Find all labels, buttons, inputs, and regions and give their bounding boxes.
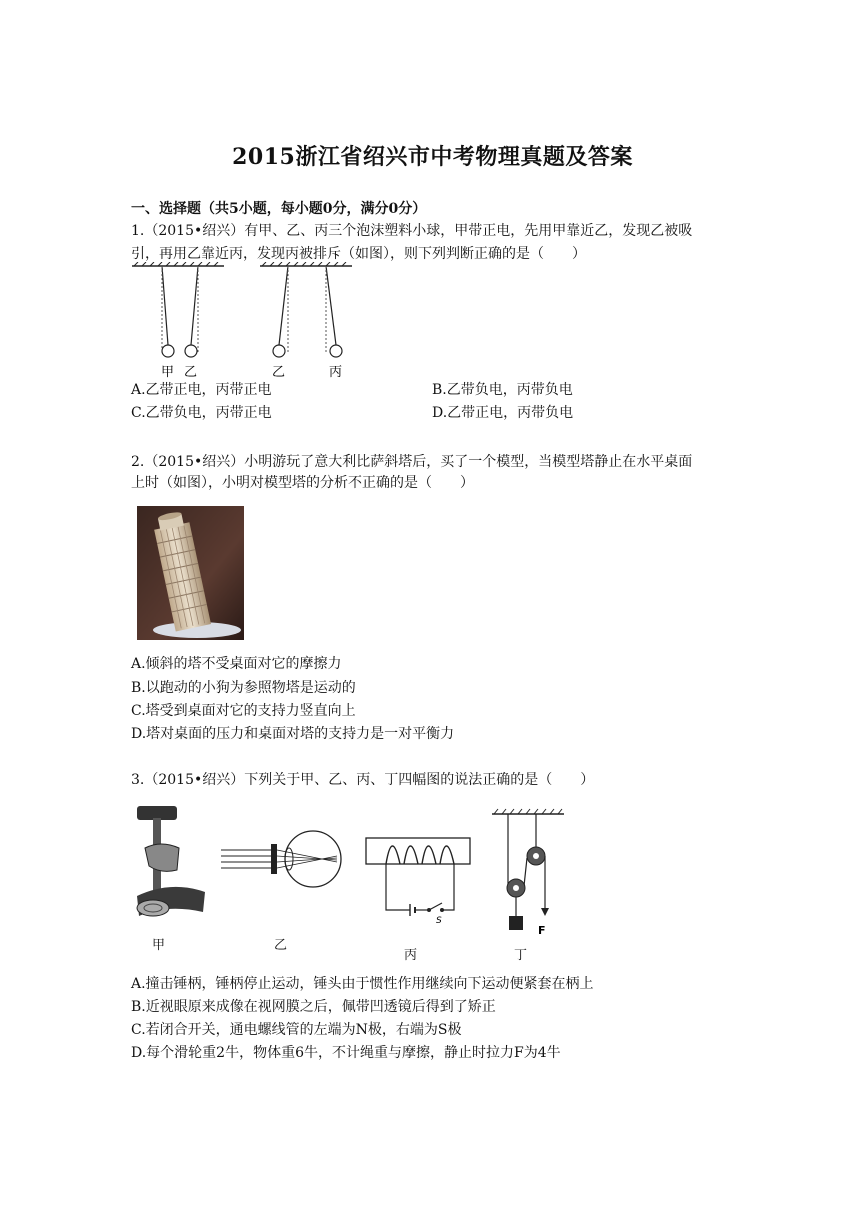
q3-switch-label: S bbox=[436, 916, 442, 926]
q3-label-ding: 丁 bbox=[514, 948, 528, 963]
q1-option-a[interactable]: A.乙带正电，丙带正电 bbox=[131, 382, 272, 398]
q3-stem-line1: 3.（2015•绍兴）下列关于甲、乙、丙、丁四幅图的说法正确的是（ ） bbox=[131, 772, 595, 788]
q1-label-jia: 甲 bbox=[161, 365, 175, 380]
q3-force-label: F bbox=[538, 924, 546, 937]
q1-label-yi: 乙 bbox=[184, 365, 198, 380]
q3-figure-ding-pulley bbox=[488, 808, 568, 940]
q1-stem-line1: 1.（2015•绍兴）有甲、乙、丙三个泡沫塑料小球，甲带正电，先用甲靠近乙，发现乙被吸 bbox=[131, 223, 693, 239]
q1-ceiling-right bbox=[260, 262, 352, 266]
q2-option-a[interactable]: A.倾斜的塔不受桌面对它的摩擦力 bbox=[131, 656, 342, 672]
q1-label-bing: 丙 bbox=[329, 365, 343, 380]
q3-label-yi: 乙 bbox=[274, 938, 288, 953]
q3-option-c[interactable]: C.若闭合开关，通电螺线管的左端为N极，右端为S极 bbox=[131, 1022, 462, 1038]
q1-ceiling-left bbox=[132, 262, 224, 266]
q3-option-d[interactable]: D.每个滑轮重2牛，物体重6牛，不计绳重与摩擦，静止时拉力F为4牛 bbox=[131, 1045, 561, 1061]
q3-label-bing: 丙 bbox=[404, 948, 418, 963]
q1-ball-jia bbox=[162, 345, 174, 357]
q3-option-b[interactable]: B.近视眼原来成像在视网膜之后，佩带凹透镜后得到了矫正 bbox=[131, 999, 496, 1015]
q2-stem-line2: 上时（如图），小明对模型塔的分析不正确的是（ ） bbox=[131, 475, 474, 491]
q1-pendulum-figure bbox=[128, 262, 368, 382]
q1-option-c[interactable]: C.乙带负电，丙带正电 bbox=[131, 405, 272, 421]
q1-ball-yi-2 bbox=[273, 345, 285, 357]
q1-ball-bing bbox=[330, 345, 342, 357]
q1-option-d[interactable]: D.乙带正电，丙带负电 bbox=[432, 405, 574, 421]
q3-figure-jia-hammer bbox=[131, 800, 211, 922]
q3-label-jia: 甲 bbox=[152, 938, 166, 953]
q1-label-yi-2: 乙 bbox=[272, 365, 286, 380]
q2-stem-line1: 2.（2015•绍兴）小明游玩了意大利比萨斜塔后，买了一个模型，当模型塔静止在水平桌面 bbox=[131, 454, 693, 470]
page-title: 2015浙江省绍兴市中考物理真题及答案 bbox=[232, 144, 633, 170]
q2-option-d[interactable]: D.塔对桌面的压力和桌面对塔的支持力是一对平衡力 bbox=[131, 726, 455, 742]
q1-stem-line2: 引，再用乙靠近丙，发现丙被排斥（如图），则下列判断正确的是（ ） bbox=[131, 246, 586, 262]
q2-option-c[interactable]: C.塔受到桌面对它的支持力竖直向上 bbox=[131, 703, 356, 719]
q1-ball-yi bbox=[185, 345, 197, 357]
q2-option-b[interactable]: B.以跑动的小狗为参照物塔是运动的 bbox=[131, 680, 356, 696]
q2-tower-photo bbox=[137, 506, 244, 640]
section-heading: 一、选择题（共5小题，每小题0分，满分0分） bbox=[131, 201, 427, 217]
q3-option-a[interactable]: A.撞击锤柄，锤柄停止运动，锤头由于惯性作用继续向下运动便紧套在柄上 bbox=[131, 976, 594, 992]
q1-option-b[interactable]: B.乙带负电，丙带负电 bbox=[432, 382, 573, 398]
q3-figure-bing-solenoid bbox=[362, 830, 474, 926]
q3-figure-yi-eye bbox=[219, 830, 349, 890]
